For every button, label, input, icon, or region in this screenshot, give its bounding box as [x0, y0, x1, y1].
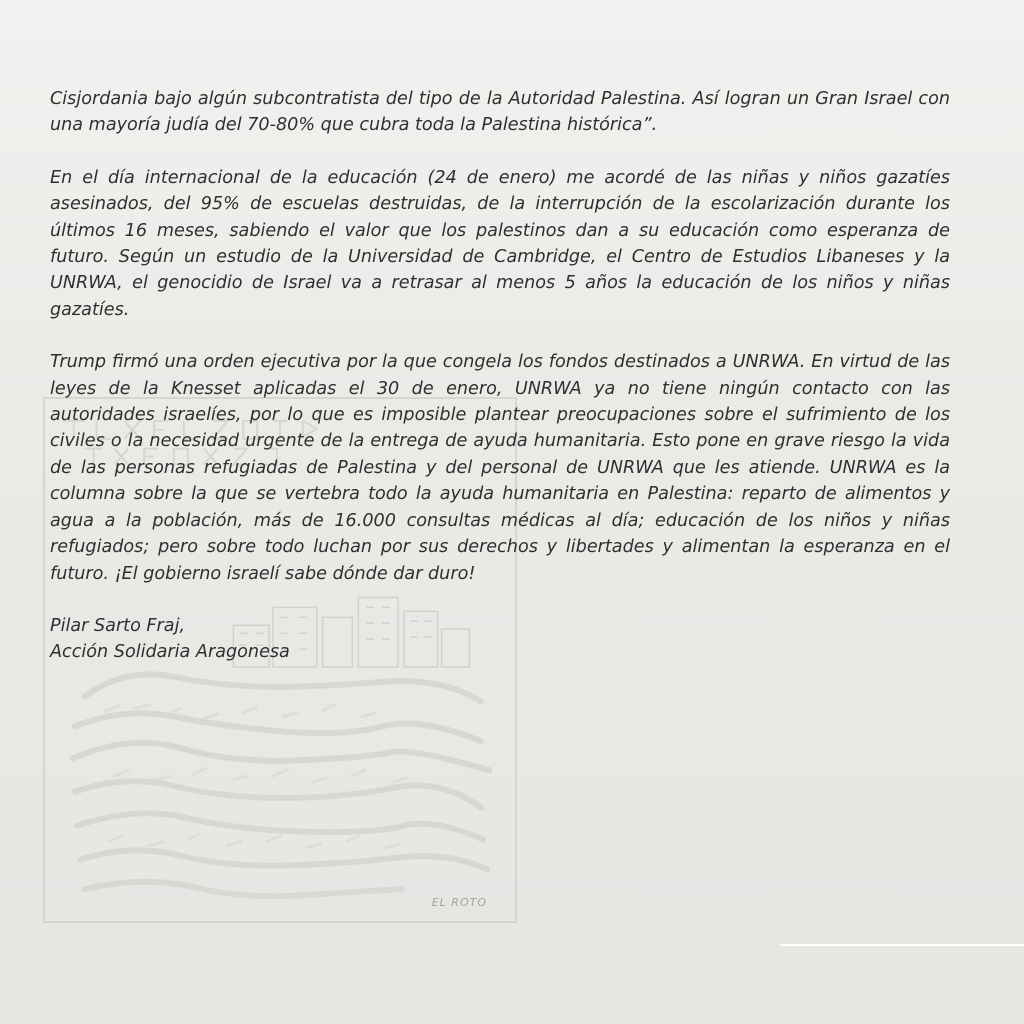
paragraph-3: Trump firmó una orden ejecutiva por la que congela los fondos destinados a UNRWA. En virtud de las leyes de la Knesset aplicadas el 30 de enero, UNRWA ya no tiene ningún contacto con las autoridades israelíes, por lo que es imposible plantear preocupaciones sobre el sufrimiento de los civiles o la necesidad urgente de la entrega de ayuda humanitaria. Esto pone en grave riesgo la vida de las personas refugiadas de Palestina y del personal de UNRWA que les atiende. UNRWA es la columna sobre la que se vertebra todo la ayuda humanitaria en Palestina: reparto de alimentos y agua a la población, más de 16.000 consultas médicas al día; educación de los niños y niñas refugiados; pero sobre todo luchan por sus derechos y libertades y alimentan la esperanza en el futuro. ¡El gobierno israelí sabe dónde dar duro!	[50, 352, 950, 584]
bottom-rule-divider	[780, 944, 1024, 946]
signature-block	[50, 613, 950, 666]
paragraph-1: Cisjordania bajo algún subcontratista del tipo de la Autoridad Palestina. Así logran un Gran Israel con una mayoría judía del 70-80% que cubra toda la Palestina histórica”.	[50, 89, 950, 136]
paragraph-2: En el día internacional de la educación (24 de enero) me acordé de las niñas y niños gazatíes asesinados, del 95% de escuelas destruidas, de la interrupción de la escolarización durante los últimos 16 meses, sabiendo el valor que los palestinos dan a su educación como esperanza de futuro. Según un estudio de la Universidad de Cambridge, el Centro de Estudios Libaneses y la UNRWA, el genocidio de Israel va a retrasar al menos 5 años la educación de los niños y niñas gazatíes.	[50, 167, 950, 320]
signature-name: Pilar Sarto Fraj,	[50, 615, 186, 636]
signature-organization: Acción Solidaria Aragonesa	[50, 642, 290, 663]
cartoon-signature: EL ROTO	[431, 896, 487, 909]
article-body	[50, 86, 950, 692]
